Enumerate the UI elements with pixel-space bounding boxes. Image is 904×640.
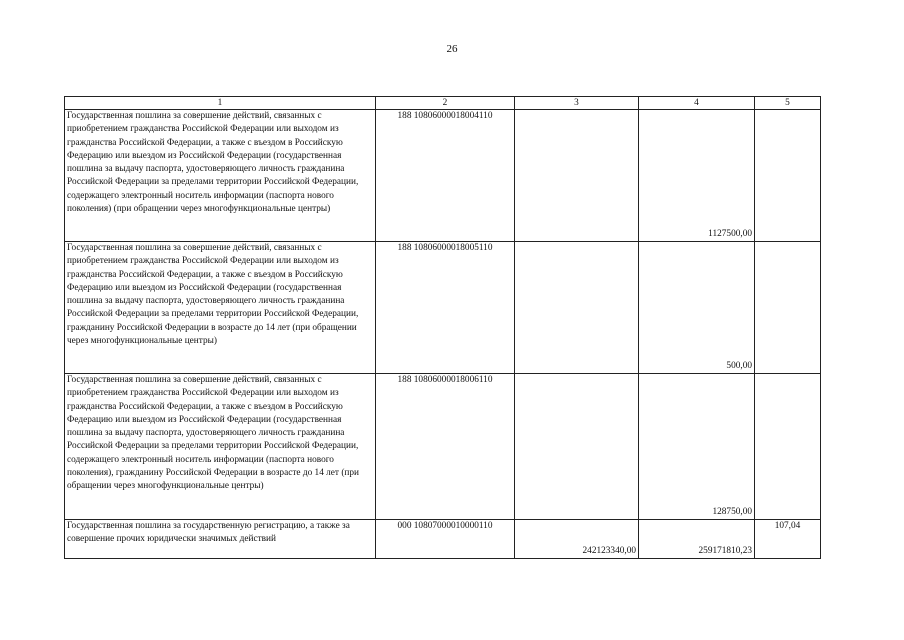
planned-amount-cell	[515, 374, 639, 520]
column-header: 5	[755, 97, 821, 110]
planned-amount-cell	[515, 110, 639, 242]
revenue-table	[64, 96, 821, 559]
revenue-code-cell: 000 10807000010000110	[376, 520, 515, 559]
table-row	[65, 374, 821, 520]
actual-amount-cell: 1127500,00	[639, 110, 755, 242]
column-header: 4	[639, 97, 755, 110]
table-header-row	[65, 97, 821, 110]
percent-cell	[755, 242, 821, 374]
revenue-name-cell: Государственная пошлина за совершение действий, связанных с приобретением гражданства Российской Федерации или выходом из гражданства Российской Федерации, а также с въездом в Российскую Федерацию или выездом из Российской Федерации (государственная пошлина за выдачу паспорта, удостоверяющего личность гражданина Российской Федерации за пределами территории Российской Федерации, содержащего электронный носитель информации (паспорта нового поколения) (при обращении через многофункциональные центры)	[65, 110, 376, 242]
table-row	[65, 110, 821, 242]
percent-cell	[755, 110, 821, 242]
actual-amount-cell: 128750,00	[639, 374, 755, 520]
revenue-code-cell: 188 10806000018005110	[376, 242, 515, 374]
table-row	[65, 242, 821, 374]
table-row	[65, 520, 821, 559]
revenue-code-cell: 188 10806000018006110	[376, 374, 515, 520]
actual-amount-cell: 259171810,23	[639, 520, 755, 559]
column-header: 1	[65, 97, 376, 110]
revenue-name-cell: Государственная пошлина за государственную регистрацию, а также за совершение прочих юридически значимых действий	[65, 520, 376, 559]
column-header: 2	[376, 97, 515, 110]
percent-cell: 107,04	[755, 520, 821, 559]
revenue-code-cell: 188 10806000018004110	[376, 110, 515, 242]
planned-amount-cell	[515, 242, 639, 374]
actual-amount-cell: 500,00	[639, 242, 755, 374]
planned-amount-cell: 242123340,00	[515, 520, 639, 559]
column-header: 3	[515, 97, 639, 110]
revenue-name-cell: Государственная пошлина за совершение действий, связанных с приобретением гражданства Российской Федерации или выходом из гражданства Российской Федерации, а также с въездом в Российскую Федерацию или выездом из Российской Федерации (государственная пошлина за выдачу паспорта, удостоверяющего личность гражданина Российской Федерации за пределами территории Российской Федерации, гражданину Российской Федерации в возрасте до 14 лет (при обращении через многофункциональные центры)	[65, 242, 376, 374]
page-number: 26	[446, 43, 458, 55]
revenue-name-cell: Государственная пошлина за совершение действий, связанных с приобретением гражданства Российской Федерации или выходом из гражданства Российской Федерации, а также с въездом в Российскую Федерацию или выездом из Российской Федерации (государственная пошлина за выдачу паспорта, удостоверяющего личность гражданина Российской Федерации за пределами территории Российской Федерации, содержащего электронный носитель информации (паспорта нового поколения), гражданину Российской Федерации в возрасте до 14 лет (при обращении через многофункциональные центры)	[65, 374, 376, 520]
percent-cell	[755, 374, 821, 520]
